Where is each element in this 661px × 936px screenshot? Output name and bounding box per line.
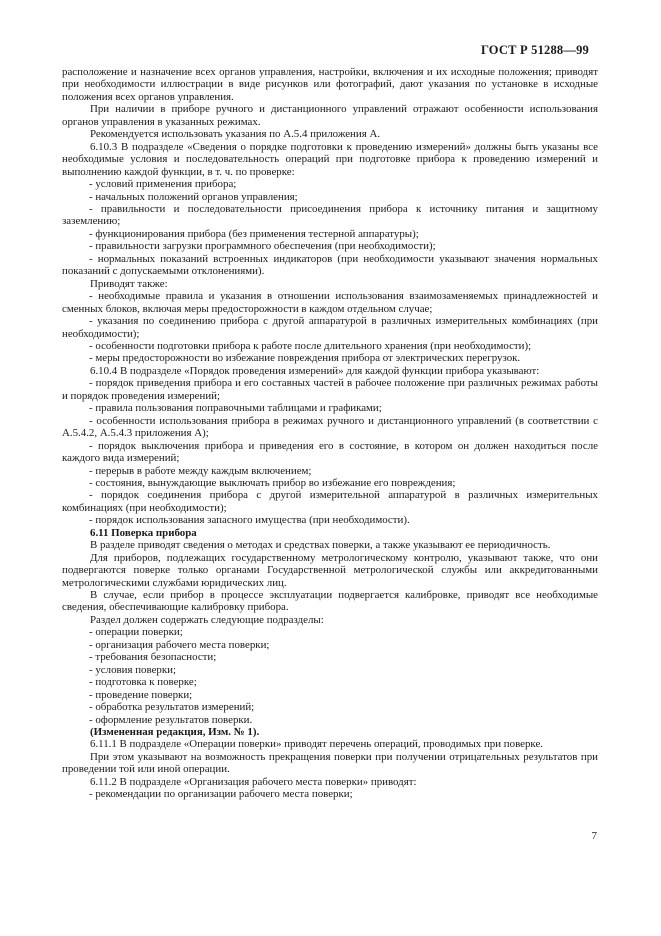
list-item: - нормальных показаний встроенных индикаторов (при необходимости указывают значения нормальных показаний с допускаемыми отклонениями).: [62, 252, 598, 278]
list-item: - условия поверки;: [89, 663, 176, 676]
list-item: - организация рабочего места поверки;: [89, 638, 270, 651]
list-item: - правильности загрузки программного обеспечения (при необходимости);: [89, 240, 436, 253]
paragraph: В случае, если прибор в процессе эксплуатации подвергается калибровке, приводят все необходимые сведения, обеспечивающие калибровку прибора.: [62, 589, 598, 614]
list-item: - операции поверки;: [89, 626, 183, 639]
list-item: - состояния, вынуждающие выключать прибор во избежание его повреждения;: [89, 476, 456, 489]
list-item: - меры предосторожности во избежание повреждения прибора от электрических перегрузок.: [89, 352, 521, 365]
paragraph: Приводят также:: [90, 277, 168, 290]
list-item: - порядок соединения прибора с другой измерительной аппаратурой в различных измерительных комбинациях (при необходимости);: [62, 489, 598, 514]
list-item: - функционирования прибора (без применения тестерной аппаратуры);: [89, 227, 419, 240]
document-header: ГОСТ Р 51288—99: [480, 43, 589, 57]
page-number: 7: [591, 830, 597, 842]
list-item: - условий применения прибора;: [89, 178, 237, 191]
list-item: - правильности и последовательности присоединения прибора к источнику питания и защитному заземлению;: [62, 202, 598, 228]
list-item: - порядок приведения прибора и его составных частей в рабочее положение при различных режимах работы и порядок проведения измерений;: [62, 377, 598, 402]
document-body: [62, 66, 598, 801]
list-item: - требования безопасности;: [89, 651, 217, 664]
list-item: - проведение поверки;: [89, 688, 193, 701]
list-item: - начальных положений органов управления;: [89, 190, 298, 203]
paragraph: Раздел должен содержать следующие подразделы:: [90, 613, 324, 626]
list-item: - особенности подготовки прибора к работе после длительного хранения (при необходимости);: [89, 339, 532, 352]
section-heading: (Измененная редакция, Изм. № 1).: [90, 726, 260, 739]
list-item: - оформление результатов поверки.: [89, 713, 253, 726]
paragraph: 6.11.2 В подразделе «Организация рабочего места поверки» приводят:: [90, 775, 417, 788]
paragraph: Рекомендуется использовать указания по А.5.4 приложения А.: [90, 128, 381, 141]
paragraph: При этом указывают на возможность прекращения поверки при получении отрицательных результатов при проведении той или иной операции.: [62, 750, 598, 776]
list-item: - необходимые правила и указания в отношении использования взаимозаменяемых принадлежностей и сменных блоков, включая меры предосторожности в каждом отдельном случае;: [62, 290, 598, 315]
list-item: - порядок выключения прибора и приведения его в состояние, в котором он должен находиться после каждого вида измерений;: [62, 439, 598, 465]
section-heading: 6.11 Поверка прибора: [90, 526, 197, 539]
paragraph: 6.10.4 В подразделе «Порядок проведения измерений» для каждой функции прибора указывают:: [90, 364, 540, 377]
list-item: - особенности использования прибора в режимах ручного и дистанционного управлений (в соответствии с А.5.4.2, А.5.4.3 приложения А);: [62, 414, 598, 440]
paragraph: При наличии в приборе ручного и дистанционного управлений отражают особенности использования органов управления в указанных режимах.: [62, 103, 598, 128]
list-item: - перерыв в работе между каждым включением;: [89, 464, 312, 477]
list-item: - порядок использования запасного имущества (при необходимости).: [89, 514, 410, 527]
paragraph: Для приборов, подлежащих государственному метрологическому контролю, указывают также, что они подвергаются поверке только органами Государственной метрологической службы или аккредитованными метрологическими службами юридических лиц.: [62, 551, 598, 589]
paragraph: 6.10.3 В подразделе «Сведения о порядке подготовки к проведению измерений» должны быть указаны все необходимые условия и последовательность операций при подготовке прибора к проведению измерений и выполнению каждой функции, в т. ч. по проверке:: [62, 140, 598, 178]
list-item: - обработка результатов измерений;: [89, 701, 255, 714]
paragraph: расположение и назначение всех органов управления, настройки, включения и их исходные положения; приводят при необходимости иллюстрации в виде рисунков или фотографий, дают указания по установке в исходные положения всех органов управления.: [62, 66, 598, 103]
paragraph: В разделе приводят сведения о методах и средствах поверки, а также указывают ее периодичность.: [90, 539, 551, 552]
list-item: - правила пользования поправочными таблицами и графиками;: [89, 402, 382, 415]
paragraph: 6.11.1 В подразделе «Операции поверки» приводят перечень операций, проводимых при поверке.: [90, 738, 544, 751]
list-item: - указания по соединению прибора с другой аппаратурой в различных измерительных комбинациях (при необходимости);: [62, 315, 598, 340]
list-item: - подготовка к поверке;: [89, 676, 197, 689]
list-item: - рекомендации по организации рабочего места поверки;: [89, 788, 353, 801]
